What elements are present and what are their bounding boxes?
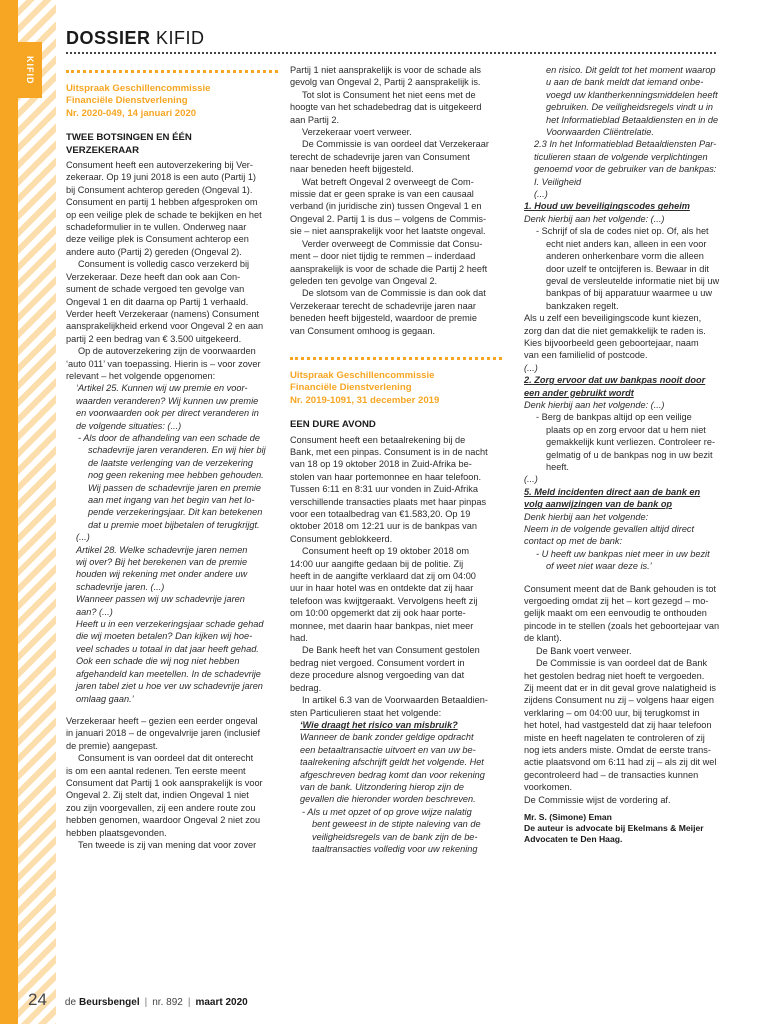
text-line: Consument heeft op 19 oktober 2018 om [302,546,470,557]
page-number: 24 [28,990,47,1009]
paragraph [66,258,278,345]
text-line: het hotel, had vastgesteld dat zij haar telefoon [524,720,712,731]
text-line: Uitspraak Geschillencommissie [66,83,211,94]
text-line: de premie) aangepast. [66,740,158,751]
page-header [66,28,205,49]
text-line: Consument is volledig casco verzekerd bij [78,259,250,270]
quoted-bullet [290,806,502,856]
paragraph [290,138,502,175]
text-line: zekeraar. Op 19 juni 2018 is een auto (Partij 1) [66,172,256,183]
text-line: telefoon was kwijtgeraakt. Vervolgens heeft zij [290,595,478,606]
text-line: Denk hierbij aan het volgende: [524,511,649,522]
text-line: oktober 2018 om 12:21 uur is de bankpas van [290,521,477,532]
text-line: nog iets anders miste. Omdat de eerste trans- [524,744,711,755]
text-line: Op de autoverzekering zijn de voorwaarden [78,346,256,357]
magazine-name: Beursbengel [79,997,140,1008]
text-line: - Schrijf of sla de codes niet op. Of, als het [536,226,709,237]
text-line: Verzekeraar voert verweer. [302,127,412,138]
text-line: gevallen die hieronder worden beschreven. [300,794,476,805]
text-line: vergoeding omdat zij het – kort gezegd – mo- [524,596,709,607]
text-line: nog geen rekening mee hebben gehouden. [88,470,264,481]
text-line: een betaaltransactie uitvoert en van uw be- [300,744,476,755]
text-line: beneden heeft bijgesteld, waardoor de premie [290,313,477,324]
text-line: De Commissie wijst de vordering af. [524,794,671,805]
text-line: De Bank heeft het van Consument gestolen [302,645,480,656]
text-line: Mr. S. (Simone) Eman [524,811,612,822]
text-line: en risico. Dit geldt tot het moment waarop [546,65,716,75]
text-line: De Bank voert verweer. [536,645,632,656]
paragraph [524,794,730,806]
text-line: door uzelf te ontcijferen is. Bewaar in dit [546,263,709,274]
text-line: had. [290,633,308,644]
text-line: Financiële Dienstverlening [290,382,412,394]
text-line: Kies bijvoorbeeld geen geboortejaar, naam [524,337,699,348]
text-line: Heeft u in een verzekeringsjaar schade gehad [76,619,264,630]
column-2 [290,64,502,855]
text-line: Verder overweegt de Commissie dat Consu- [302,238,483,249]
quoted-heading [524,374,730,399]
paragraph [66,159,278,258]
paragraph [290,89,502,126]
text-line: (...) [524,362,538,373]
text-line: schadevrije jaren veranderen. En wij hier bij [88,445,266,456]
quoted-bullet [524,548,730,573]
text-line: Neem in de volgende gevallen altijd direct [524,524,695,535]
text-line: 2. Zorg ervoor dat uw bankpas nooit door [524,375,706,386]
quoted-clause [524,511,730,548]
text-line: Ten tweede is zij van mening dat voor zover [78,839,257,850]
text-line: afgehandeld kan meetellen. In de schadevrije [76,668,261,679]
text-line: - U heeft uw bankpas niet meer in uw bezit [536,548,710,559]
paragraph [290,238,502,288]
text-line: 5. Meld incidenten direct aan de bank en [524,486,701,497]
quoted-clause [524,138,730,200]
paragraph [290,545,502,644]
text-line: die wij moeten betalen? Dan kijken wij hoe- [76,631,253,642]
text-line: pincode in te stellen (zoals het geboortejaar van [524,620,720,631]
text-line: de volgende situaties: (...) [76,420,182,431]
text-line: Consument is van oordeel dat dit onterecht [78,753,254,764]
side-decoration [0,0,56,1024]
text-line: EEN DURE AVOND [290,419,376,431]
text-line: contact op met de bank: [524,536,623,547]
text-line: - Berg de bankpas altijd op een veilige [536,412,692,423]
text-line: in januari 2018 – de ongevalvrije jaren (inclusief [66,728,261,739]
text-line: taalrekening afschrijft geldt het volgende. Het [300,757,484,768]
header-bold: DOSSIER [66,28,151,48]
text-line: 14:00 uur aangifte gedaan bij de politie. Zij [290,558,464,569]
paragraph [524,312,730,362]
text-line: aansprakelijk is voor de schade die Partij 2 heeft [290,263,488,274]
quoted-heading: 1. Houd uw beveiligingscodes geheim [524,201,690,212]
text-line: gebruiken. De veiligheidsregels vindt u in [546,102,714,113]
text-line: (...) [534,189,548,200]
text-line: uur in haar hotel was en ontdekte dat zij haar [290,583,474,594]
text-line: Wanneer passen wij uw schadevrije jaren [76,594,245,605]
text-line: Denk hierbij aan het volgende: (...) [524,213,665,224]
paragraph [524,583,730,645]
text-line: aan? (...) [76,606,113,617]
paragraph [66,345,278,382]
text-line: TWEE BOTSINGEN EN ÉÉN [66,132,192,144]
text-line: deze procedure alsnog vergoeding van dat [290,670,465,681]
quoted-clause [290,731,502,805]
text-line: (...) [524,474,538,485]
text-line: heeft. [546,462,569,472]
bullet-item [524,225,730,312]
text-line: deze veilige plek is Consument achterop een [66,234,249,245]
text-line: Als u zelf een beveiligingscode kunt kiezen, [524,313,702,324]
text-line: actie plaatsvond om 6:11 had zij – als zij dit wel [524,757,717,768]
quoted-clause [524,213,730,225]
text-line: Wanneer de bank zonder geldige opdracht [300,732,474,743]
article-title [66,132,278,157]
text-line: ticulieren staan de volgende verplichtingen [534,151,708,162]
text-line: zou zijn voorgevallen, zij een andere route zou [66,802,256,813]
text-line: hebben genomen, waardoor Ongeval 2 niet zou [66,815,261,826]
text-line: geval de versleutelde informatie niet bij uw [546,275,720,286]
header-light: KIFID [150,28,205,48]
quoted-clause [524,473,730,485]
paragraph [290,694,502,719]
text-line: volg aanwijzingen van de bank op [524,499,673,510]
article-title [290,419,502,431]
text-line: om 10:00 opgemerkt dat zij ook haar porte- [290,608,466,619]
text-line: Ongeval 1 en dit daarna op Partij 1 verhaald. [66,296,249,307]
paragraph [290,644,502,694]
text-line: (...) [76,532,90,543]
text-line: De Commissie is van oordeel dat de Bank [536,658,708,669]
text-line: van de bank. Uitzondering hierop zijn de [300,781,464,792]
text-line: aan met ingang van het begin van het lo- [88,495,255,505]
text-line: zorg dan dat die niet gemakkelijk te raden is. [524,325,706,336]
text-line: Zij meent dat er in dit geval grove nalatigheid is [524,682,717,693]
paragraph [290,434,502,546]
text-line: zijdens Consument nu zij – volgens haar eigen [524,695,714,706]
bullet-item [524,411,730,473]
text-line: wij over? Bij het berekenen van de premie [76,557,248,568]
paragraph [290,64,502,89]
text-line: Advocaten te Den Haag. [524,833,623,844]
ruling-heading [66,83,278,120]
text-line: Ongeval 2. Partij 1 is dus – volgens de Commis- [290,213,487,224]
text-line: Partij 1 niet aansprakelijk is voor de schade als [290,65,481,75]
text-line: anderen onherkenbare vorm die alleen [546,251,704,262]
text-line: Verzekeraar terecht de schadevrije jaren naar [290,300,476,311]
text-line: op een veilige plek de schade te bekijken en het [66,209,262,220]
issue-number: nr. 892 [152,997,183,1008]
text-line: aansprakelijkheid erkend voor Ongeval 2 en aan [66,321,264,332]
text-line: De auteur is advocate bij Ekelmans & Meijer [524,822,704,833]
paragraph [290,176,502,238]
text-line: gevolg van Ongeval 2, Partij 2 aansprakelijk is. [290,77,481,88]
text-line: hoogte van het schadebedrag dat is uitgekeerd [290,102,482,113]
quoted-clause [524,399,730,411]
text-line: veel schades u totaal in dat jaar heeft gehad. [76,643,259,654]
text-line: voor een totaalbedrag van €1.583,20. Op 19 [290,509,471,519]
quoted-bullet [66,432,278,531]
text-line: sument de schade vergoed ten gevolge van [66,284,245,295]
text-line: bedrag niet vergoed. Consument vordert in [290,657,465,668]
text-line: Verzekeraar. Deze heeft dan ook aan Con- [66,271,241,282]
text-line: hebben plaatsgevonden. [66,827,167,838]
text-line: houden wij rekening met onder andere uw [76,569,248,580]
text-line: jaren tabel ziet u hoe ver uw schadevrije jaren [76,681,263,692]
paragraph [66,839,278,851]
text-line: Verder heeft Verzekeraar (namens) Consument [66,308,260,319]
quoted-bullet-continued [524,64,730,138]
paragraph [290,287,502,337]
text-line: bankpas of bij apparatuur waarmee u uw [546,288,712,299]
text-line: en voorwaarden ook per direct veranderen in [76,408,259,419]
column-3 [524,64,730,845]
text-line: ‘Artikel 25. Kunnen wij uw premie en voor- [76,383,248,394]
quoted-clause [66,382,278,432]
text-line: monnee, met daarin haar bankpas, niet meer [290,620,474,631]
magazine-prefix: de [64,997,77,1008]
text-line: sie – niet aansprakelijk voor het laatste ongeval. [290,226,486,237]
text-line: Nr. 2020-049, 14 januari 2020 [66,107,197,119]
text-line: In artikel 6.3 van de Voorwaarden Betaaldien- [302,695,488,706]
text-line: bedrag. [290,682,322,693]
text-line: waarden veranderen? Wij kunnen uw premie [76,395,259,406]
text-line: echt niet anders kan, alleen in een voor [546,238,707,249]
text-line: - Als door de afhandeling van een schade de [78,432,261,443]
text-line: schadeformulier in te vullen. Onderweg naar [66,222,247,233]
quoted-heading [524,486,730,511]
text-line: verband (in juridische zin) tussen Ongeval 1 en [290,201,482,212]
text-line: Voorwaarden Cliëntrelatie. [546,127,654,138]
text-line: miste en heeft nagelaten te controleren of zij [524,732,705,743]
paragraph [66,715,278,752]
text-line: gemakkelijk kunt verliezen. Controleer re- [546,437,716,448]
dotted-divider [290,357,502,360]
text-line: dat u premie moet bijbetalen of terugkrijgt. [88,519,260,530]
paragraph [290,126,502,138]
text-line: stolen van haar portemonnee en haar telefoon. [290,471,482,482]
text-line: het Informatieblad Betaaldiensten en in de [546,114,719,125]
quoted-clause [66,531,278,705]
text-line: De Commissie is van oordeel dat Verzekeraar [302,139,489,150]
text-line: naar beneden heeft bijgesteld. [290,164,414,175]
text-line: genoemd voor de gebruiker van de bankpas: [534,164,717,175]
text-line: van 18 op 19 oktober 2018 in Zuid-Afrika be- [290,459,472,470]
quoted-clause [524,362,730,374]
text-line: ‘auto 011’ van toepassing. Hierin is – voor zover [66,358,261,369]
text-line: omlaag gaan.’ [76,693,134,704]
text-line: u aan de bank meldt dat iemand onbe- [546,77,704,88]
text-line: de laatste verlenging van de verzekering [88,457,253,468]
text-line: plaats op en zorg ervoor dat u hem niet [546,424,706,435]
section-tab-label: KIFID [25,55,35,85]
text-line: Ongeval 2. Zij stelt dat, indien Ongeval 1 niet [66,790,249,801]
paragraph [66,752,278,839]
text-line: partij 2 een bedrag van € 3.500 uitgekeerd. [66,333,242,344]
text-line: gelmatig of u de bankpas nog in uw bezit [546,449,713,460]
page-footer: 24 de Beursbengel | nr. 892 | maart 2020 [28,990,248,1009]
text-line: Ook een schade die wij nog niet hebben [76,656,240,667]
header-divider [66,52,716,54]
text-line: andere auto (Partij 2) gereden (Ongeval 2). [66,246,242,257]
ruling-heading [290,370,502,407]
text-line: Consument geblokkeerd. [290,533,393,544]
text-line: het gestolen bedrag niet hoeft te vergoeden. [524,670,705,681]
text-line: aan Partij 2. [290,114,340,125]
text-line: Financiële Dienstverlening [66,95,188,107]
text-line: Nr. 2019-1091, 31 december 2019 [290,394,440,406]
text-line: is om een aantal redenen. Ten eerste meent [66,765,246,776]
text-line: 2.3 In het Informatieblad Betaaldiensten Par- [534,139,717,150]
text-line: Wat betreft Ongeval 2 overweegt de Com- [302,176,474,187]
text-line: voegd uw klantherkenningsmiddelen heeft [546,89,718,100]
text-line: Consument en partij 1 hebben afgesproken om [66,197,258,208]
text-line: een ander gebruikt wordt [524,387,634,398]
text-line: verschillende transacties plaats met haar pinpas [290,496,487,507]
text-line: Uitspraak Geschillencommissie [290,369,435,381]
text-line: afgeschreven bedrag komt dan voor rekening [300,769,485,780]
text-line: gecontroleerd had – de transacties kunnen [524,769,699,780]
text-line: Denk hierbij aan het volgende: (...) [524,399,665,410]
section-tab [18,42,42,98]
text-line: geleden ten gevolge van Ongeval 2. [290,275,438,286]
text-line: of weet niet waar deze is.’ [546,561,652,572]
author-box [524,812,730,845]
text-line: Verzekeraar heeft – gezien een eerder ongeval [66,715,258,726]
side-orange-band [0,0,18,1024]
text-line: veiligheidsregels van de bank zijn de be- [312,831,478,842]
text-line: bent geweest in de stipte naleving van de [312,819,481,830]
text-line: pende verzekeringsjaar. Dit kan betekenen [88,507,263,518]
paragraph [524,657,730,793]
text-line: De slotsom van de Commissie is dan ook dat [302,288,486,299]
text-line: missie dat er geen sprake is van een causaal [290,189,474,200]
text-line: de klant). [524,633,562,644]
text-line: Tussen 6:11 en 8:31 uur vonden in Zuid-Afrika [290,484,478,495]
text-line: relevant – het volgende opgenomen: [66,370,216,381]
text-line: taaltransacties volledig voor uw rekening [312,843,478,854]
text-line: Wij passen de schadevrije jaren en premie [88,482,262,493]
text-line: - Als u met opzet of op grove wijze nalatig [302,806,472,817]
dotted-divider [66,70,278,73]
text-line: bankzaken regelt. [546,300,619,311]
text-line: VERZEKERAAR [66,144,140,156]
text-line: ment – door niet tijdig te remmen – inderdaad [290,251,476,262]
text-line: bij Consument achterop gereden (Ongeval 1). [66,184,253,195]
text-line: Tot slot is Consument het niet eens met de [302,89,476,100]
side-stripe-pattern [18,0,56,1024]
text-line: gelijk maakt om een eenvoudig te onthouden [524,608,707,619]
text-line: Consument dat Partij 1 ook aansprakelijk is voor [66,777,263,788]
issue-date: maart 2020 [195,997,248,1008]
column-1 [66,64,278,851]
text-line: van Consument omhoog is gegaan. [290,325,436,336]
paragraph [524,645,730,657]
text-line: Bank, met een pinpas. Consument is in de nacht [290,446,488,457]
text-line: Consument meent dat de Bank gehouden is tot [524,583,717,594]
text-line: sten Particulieren staat het volgende: [290,707,442,718]
text-line: terecht de schadevrije jaren van Consument [290,151,470,162]
text-line: heeft in de aangifte verklaard dat zij om 04:00 [290,571,476,582]
text-line: schadevrije jaren. (...) [76,581,165,592]
text-line: verklaring – om 04:00 uur, bij terugkomst in [524,707,700,718]
text-line: Artikel 28. Welke schadevrije jaren nemen [76,544,248,555]
text-line: van een familielid of postcode. [524,350,648,361]
text-line: voorkomen. [524,782,573,793]
quoted-heading: ‘Wie draagt het risico van misbruik? [300,719,458,730]
text-line: Consument heeft een autoverzekering bij Ver- [66,160,253,171]
text-line: Consument heeft een betaalrekening bij de [290,434,466,445]
text-line: I. Veiligheid [534,176,582,187]
